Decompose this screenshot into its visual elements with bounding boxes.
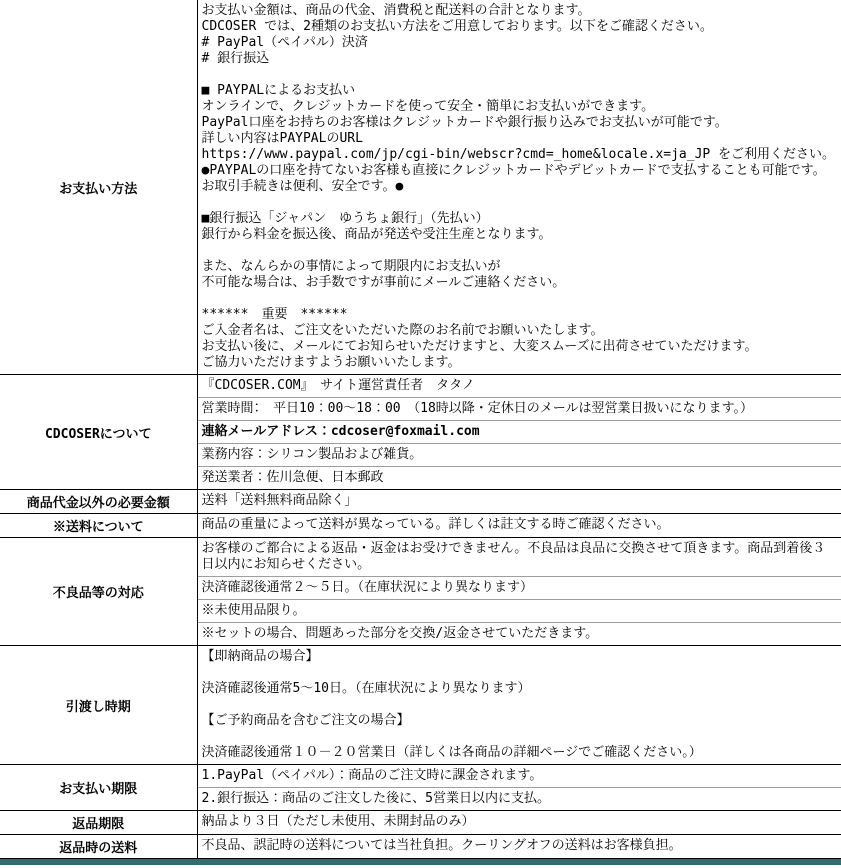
row-content-return-deadline (197, 811, 841, 835)
shipping-carrier-block (198, 467, 841, 489)
shipping-note-text: 商品の重量によって送料が異なっている。詳しくは註文する時ご確認ください。 (201, 517, 670, 532)
unused-only-block (198, 600, 841, 623)
text-line: PayPal口座をお持ちのお客様はクレジットカードや銀行振り込みでお支払いが可能です。 (201, 115, 728, 130)
row-header-return-shipping: 返品時の送料 (0, 835, 197, 859)
business-description-text: 業務内容：シリコン製品および雑貨。 (201, 447, 423, 462)
return-deadline-text: 納品より３日（ただし未使用、未開封品のみ） (201, 814, 475, 829)
text-line: ご協力いただけますようお願いいたします。 (201, 355, 461, 370)
paypal-url-text: https://www.paypal.com/jp/cgi-bin/webscr?cmd=_home&locale.x=ja_JP をご利用ください。 (201, 147, 836, 162)
set-items-text: ※セットの場合、問題あった部分を交換/返金させていただきます。 (201, 626, 599, 641)
text-line: お支払い後に、メールにてお知らせいただけますと、大変スムーズに出荷させていただけます。 (201, 339, 758, 354)
row-header-extra-fees: 商品代金以外の必要金額 (0, 490, 197, 514)
in-stock-case-heading: 【即納商品の場合】 (201, 649, 319, 664)
row-header-about-cdcoser: CDCOSERについて (0, 375, 197, 490)
row-payment-deadline (0, 765, 841, 811)
in-stock-case-text: 決済確認後通常5～10日。（在庫状況により異なります） (201, 681, 531, 696)
row-payment-method (0, 0, 841, 375)
text-line: 詳しい内容はPAYPALのURL (201, 131, 363, 146)
extra-fees-text: 送料「送料無料商品除く」 (201, 493, 358, 508)
set-items-block (198, 623, 841, 645)
row-extra-fees (0, 490, 841, 514)
contact-email-text: 連絡メールアドレス：cdcoser@foxmail.com (201, 424, 480, 439)
text-line: また、なんらかの事情によって期限内にお支払いが (201, 259, 501, 274)
business-description-block (198, 444, 841, 467)
unused-only-text: ※未使用品限り。 (201, 603, 306, 618)
blank-line (202, 195, 838, 211)
blank-line (202, 291, 838, 307)
row-content-defective-items (197, 538, 841, 646)
exchange-time-text: 決済確認後通常２～５日。（在庫状況により異なります） (201, 580, 534, 595)
content-block (198, 514, 841, 536)
return-shipping-text: 不良品、誤記時の送料については当社負担。クーリングオフの送料はお客様負担。 (201, 838, 682, 853)
row-content-return-shipping (197, 835, 841, 859)
return-policy-text: お客様のご都合による返品・返金はお受けできません。不良品は良品に交換させて頂きます。商品到着後３日以内にお知らせください。 (201, 541, 826, 572)
blank-line (202, 665, 838, 681)
exchange-time-block (198, 577, 841, 600)
business-hours-block (198, 398, 841, 421)
contact-email-block (198, 421, 841, 444)
text-line: お支払い金額は、商品の代金、消費税と配送料の合計となります。 (201, 3, 591, 18)
row-content-about-cdcoser (197, 375, 841, 490)
content-block (198, 811, 841, 833)
site-operator-block (198, 375, 841, 398)
text-line: ■銀行振込「ジャパン ゆうちょ銀行」（先払い） (201, 211, 489, 226)
row-delivery-time (0, 646, 841, 765)
bank-deadline-block (198, 788, 841, 810)
preorder-case-text: 決済確認後通常１０－２０営業日（詳しくは各商品の詳細ページでご確認ください。） (201, 745, 702, 760)
text-line: 銀行から料金を振込後、商品が発送や受注生産となります。 (201, 227, 552, 242)
row-return-shipping (0, 835, 841, 859)
row-return-deadline (0, 811, 841, 835)
content-block (198, 835, 841, 857)
paypal-deadline-text: 1.PayPal（ペイパル）：商品のご注文時に課金されます。 (201, 768, 543, 783)
text-line: オンラインで、クレジットカードを使って安全・簡単にお支払いができます。 (201, 99, 655, 114)
row-header-return-deadline: 返品期限 (0, 811, 197, 835)
row-content-extra-fees (197, 490, 841, 514)
row-header-delivery-time: 引渡し時期 (0, 646, 197, 765)
blank-line (202, 243, 838, 259)
text-line: ●PAYPALの口座を持てないお客様も直接にクレジットカードやデビットカードで支払することも可能です。 (201, 163, 826, 178)
row-header-payment-deadline: お支払い期限 (0, 765, 197, 811)
row-header-defective-items: 不良品等の対応 (0, 538, 197, 646)
blank-line (202, 67, 838, 83)
text-line: ■ PAYPALによるお支払い (201, 83, 356, 98)
row-content-shipping-note (197, 514, 841, 538)
paypal-deadline-block (198, 765, 841, 788)
important-notice-heading: ****** 重要 ****** (201, 307, 348, 322)
text-line: お取引手続きは便利、安全です。● (201, 179, 404, 194)
text-line: # PayPal（ペイパル）決済 (201, 35, 368, 50)
bank-deadline-text: 2.銀行振込：商品のご注文した後に、5営業日以内に支払。 (201, 791, 550, 806)
content-block (198, 646, 841, 764)
row-header-payment-method: お支払い方法 (0, 0, 197, 375)
row-defective-items (0, 538, 841, 646)
text-line: 不可能な場合は、お手数ですが事前にメールご連絡ください。 (201, 275, 566, 290)
row-about-cdcoser (0, 375, 841, 490)
preorder-case-heading: 【ご予約商品を含むご注文の場合】 (201, 713, 410, 728)
return-policy-block (198, 538, 841, 577)
row-shipping-note (0, 514, 841, 538)
content-block (198, 490, 841, 512)
text-line: CDCOSER では、2種類のお支払い方法をご用意しております。以下をご確認ください。 (201, 19, 713, 34)
content-block (198, 0, 841, 374)
shipping-carrier-text: 発送業者：佐川急便、日本郵政 (201, 470, 384, 485)
row-content-payment-deadline (197, 765, 841, 811)
text-line: ご入金者名は、ご注文をいただいた際のお名前でお願いいたします。 (201, 323, 604, 338)
footer-bar (0, 859, 841, 865)
row-content-payment-method (197, 0, 841, 375)
row-content-delivery-time (197, 646, 841, 765)
row-header-shipping-note: ※送料について (0, 514, 197, 538)
blank-line (202, 729, 838, 745)
blank-line (202, 697, 838, 713)
business-hours-text: 営業時間： 平日10：00～18：00 （18時以降・定休日のメールは翌営業日扱いになります。） (201, 401, 753, 416)
site-operator-text: 『CDCOSER.COM』 サイト運営責任者 タタノ (201, 378, 475, 393)
text-line: # 銀行振込 (201, 51, 270, 66)
